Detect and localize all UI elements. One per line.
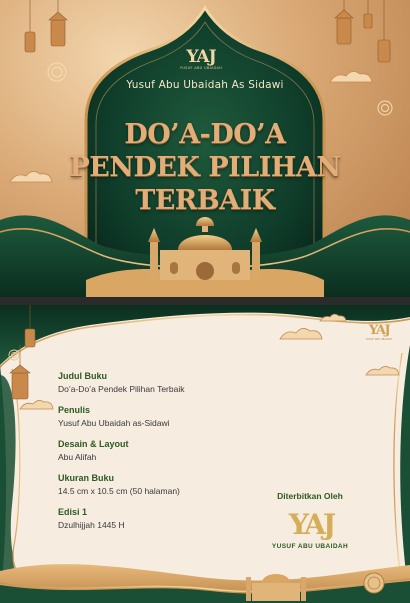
info-author (58, 405, 278, 429)
corner-logo: YAJ (368, 323, 390, 338)
brand-logo-subtitle: YUSUF ABU UBAIDAH (179, 66, 223, 70)
info-value: Yusuf Abu Ubaidah as-Sidawi (58, 418, 170, 428)
seal-icon (364, 573, 384, 593)
brand-logo: YAJ (186, 47, 216, 67)
cover-title (60, 118, 350, 217)
corner-logo-subtitle: YUSUF ABU UBAIDAH (365, 338, 393, 341)
info-design (58, 439, 278, 463)
info-label: Desain & Layout (58, 439, 129, 449)
info-value: Dzulhijjah 1445 H (58, 520, 125, 530)
cover-author: Yusuf Abu Ubaidah As Sidawi (126, 79, 284, 91)
info-size (58, 473, 278, 497)
publisher-name: YUSUF ABU UBAIDAH (271, 543, 349, 550)
info-value: Abu Alifah (58, 452, 97, 462)
top-green-wave (0, 305, 410, 365)
info-label: Penulis (58, 405, 91, 415)
info-label: Judul Buku (58, 371, 107, 381)
info-label: Ukuran Buku (58, 473, 115, 483)
book-info-list (58, 371, 278, 541)
cover-title-line-2: PENDEK PILIHAN (69, 152, 341, 183)
colophon-page (0, 305, 410, 603)
info-value: Do’a-Do’a Pendek Pilihan Terbaik (58, 384, 185, 394)
cover-title-line-1: DO’A-DO’A (124, 119, 286, 150)
right-green-band (400, 345, 410, 603)
info-edition (58, 507, 278, 531)
cover-page (0, 0, 410, 297)
publisher-label: Diterbitkan Oleh (277, 491, 343, 501)
publisher-logo: YAJ (288, 508, 334, 541)
mosque-icon (246, 574, 306, 601)
info-label: Edisi 1 (58, 507, 88, 517)
info-value: 14.5 cm x 10.5 cm (50 halaman) (58, 486, 180, 496)
cover-title-line-3: TERBAIK (135, 185, 275, 216)
info-title (58, 371, 278, 395)
